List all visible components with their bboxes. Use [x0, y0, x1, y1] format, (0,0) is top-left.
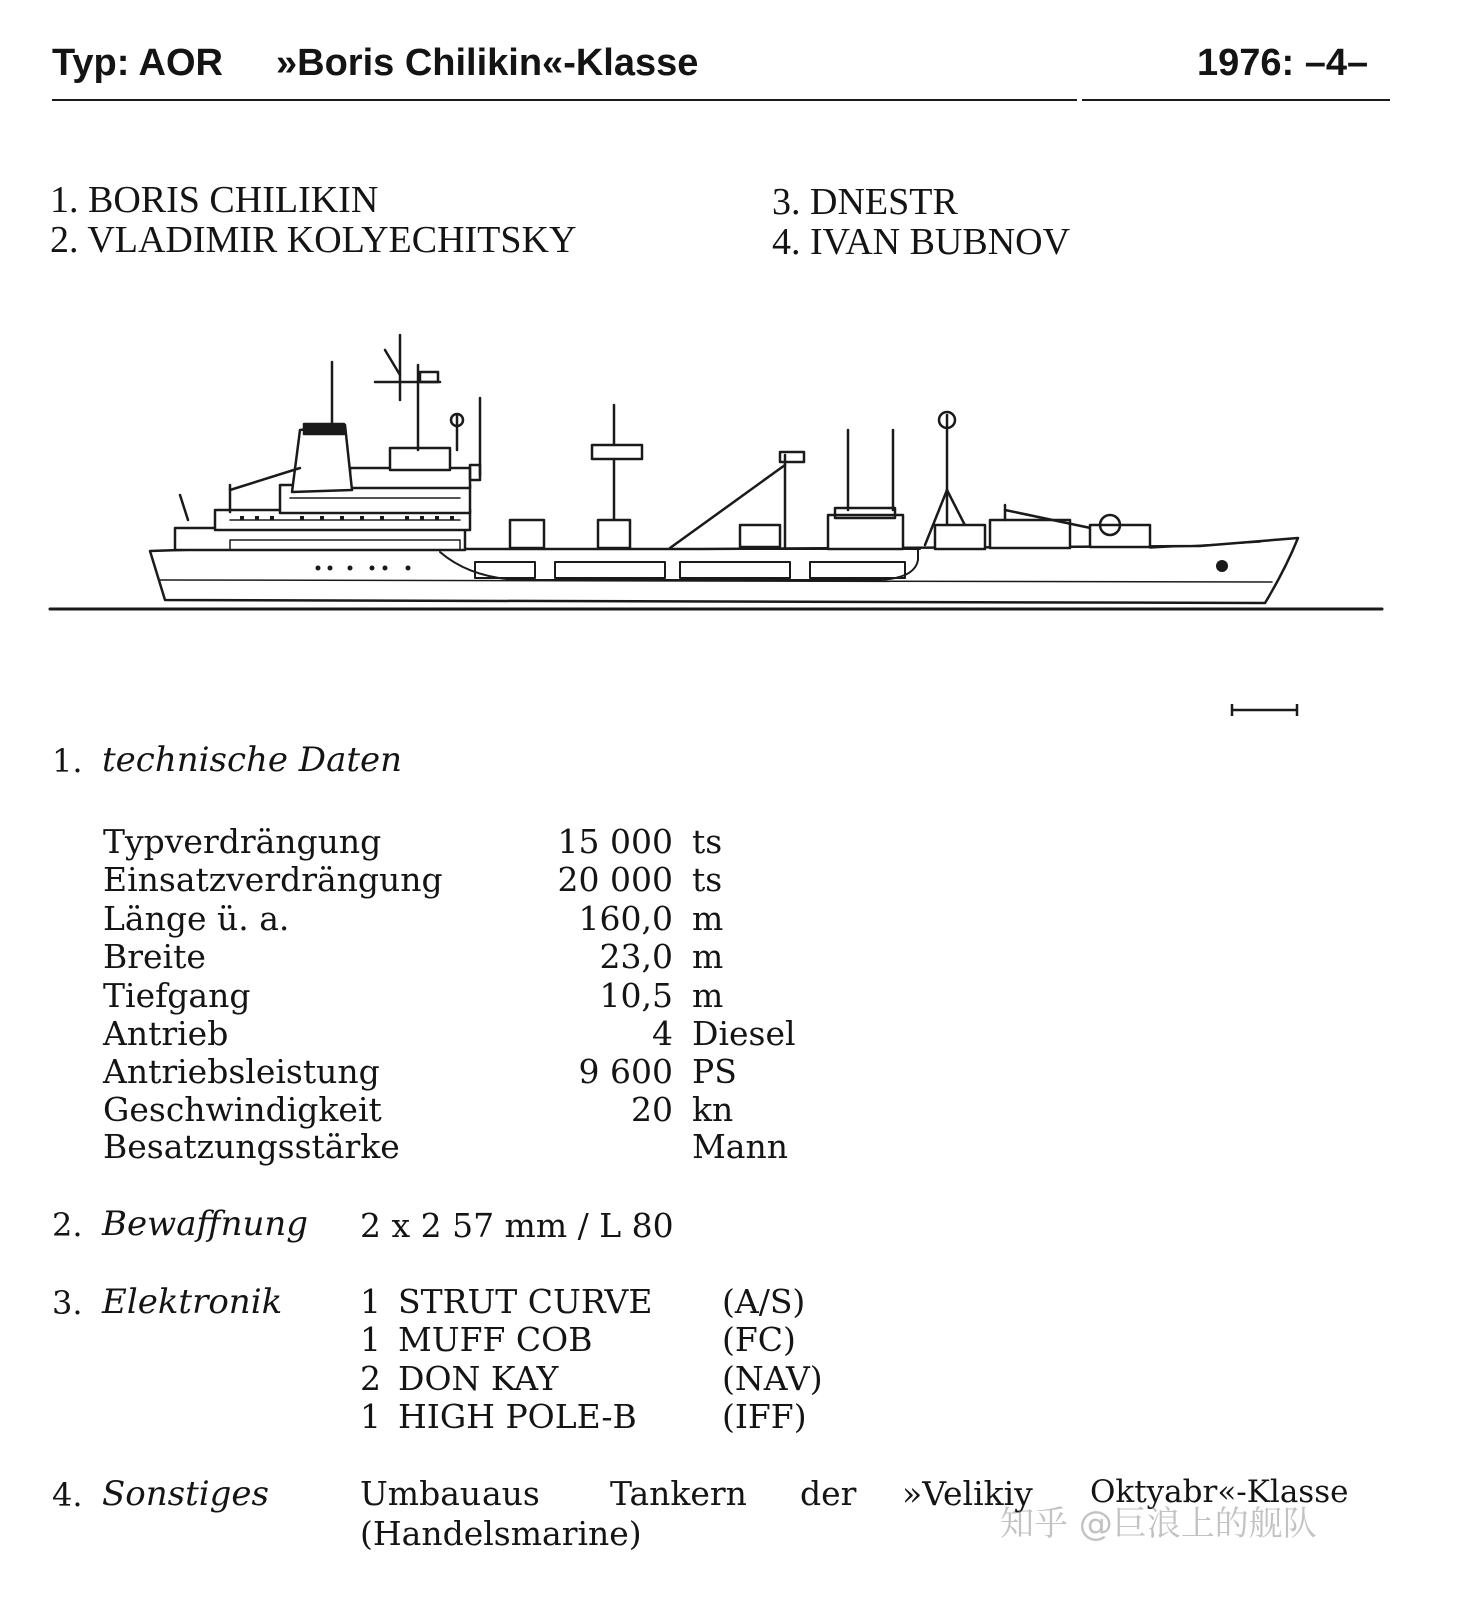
tech-unit: kn [692, 1090, 734, 1129]
tech-unit: Mann [692, 1127, 788, 1166]
tech-row [103, 860, 673, 900]
tech-unit: m [692, 937, 724, 976]
sensor-name: STRUT CURVE [398, 1282, 653, 1321]
tech-value: 20 [631, 1090, 673, 1129]
tech-label: Antriebsleistung [103, 1052, 380, 1091]
sensor-name: HIGH POLE-B [398, 1397, 637, 1436]
misc-word: Tankern [610, 1474, 747, 1513]
tech-value: 9 600 [578, 1052, 673, 1091]
tech-unit: m [692, 976, 724, 1015]
misc-line-2: (Handelsmarine) [360, 1514, 642, 1553]
electronics-row [360, 1359, 840, 1399]
sensor-role: (IFF) [722, 1397, 807, 1436]
ship-name-2: 2. VLADIMIR KOLYECHITSKY [50, 219, 577, 261]
sensor-name: MUFF COB [398, 1320, 593, 1359]
tech-row [103, 1052, 673, 1092]
tech-value: 10,5 [599, 976, 673, 1015]
misc-word: aus [482, 1474, 540, 1513]
tech-value: 15 000 [557, 822, 673, 861]
misc-word: »Velikiy [902, 1474, 1033, 1513]
tech-label: Länge ü. a. [103, 899, 290, 938]
tech-row [103, 822, 673, 862]
tech-label: Geschwindigkeit [103, 1090, 382, 1129]
electronics-row [360, 1282, 840, 1322]
tech-section-title: technische Daten [102, 740, 403, 780]
tech-row [103, 899, 673, 939]
tech-label: Antrieb [103, 1014, 229, 1053]
ship-profile-drawing [0, 320, 1470, 730]
tech-label: Typverdrängung [103, 822, 382, 861]
class-name: »Boris Chilikin«-Klasse [276, 42, 699, 84]
tech-unit: Diesel [692, 1014, 796, 1053]
ship-type: Typ: AOR [52, 42, 223, 84]
tech-row [103, 937, 673, 977]
tech-unit: ts [692, 822, 723, 861]
header-rule-right [1082, 99, 1390, 101]
tech-value: 160,0 [578, 899, 673, 938]
misc-word: der [800, 1474, 857, 1513]
sensor-count: 1 [360, 1282, 381, 1321]
electronics-section-number: 3. [52, 1284, 83, 1322]
electronics-row [360, 1320, 840, 1360]
header-rule-left [52, 99, 1077, 101]
ship-name-4: 4. IVAN BUBNOV [772, 221, 1071, 263]
misc-section-title: Sonstiges [102, 1474, 269, 1514]
sensor-role: (A/S) [722, 1282, 806, 1321]
tech-label: Breite [103, 937, 206, 976]
tech-row [103, 1090, 673, 1130]
tech-value: 20 000 [557, 860, 673, 899]
sensor-count: 2 [360, 1359, 381, 1398]
electronics-row [360, 1397, 840, 1437]
sensor-count: 1 [360, 1320, 381, 1359]
sensor-role: (FC) [722, 1320, 796, 1359]
electronics-section-title: Elektronik [102, 1282, 283, 1322]
ship-name-1: 1. BORIS CHILIKIN [50, 179, 379, 221]
tech-row [103, 1127, 673, 1167]
armament-text: 2 x 2 57 mm / L 80 [360, 1206, 674, 1245]
tech-row [103, 1014, 673, 1054]
tech-value: 23,0 [599, 937, 673, 976]
tech-value: 4 [652, 1014, 673, 1053]
watermark: 知乎 @巨浪上的舰队 [1000, 1504, 1317, 1544]
tech-unit: m [692, 899, 724, 938]
year-count: 1976: –4– [1197, 42, 1369, 84]
armament-section-number: 2. [52, 1206, 83, 1244]
misc-section-number: 4. [52, 1476, 83, 1514]
ship-name-3: 3. DNESTR [772, 181, 958, 223]
sensor-name: DON KAY [398, 1359, 559, 1398]
armament-section-title: Bewaffnung [102, 1204, 309, 1244]
tech-unit: PS [692, 1052, 737, 1091]
misc-word: Oktyabr«-Klasse [1090, 1474, 1349, 1510]
tech-label: Besatzungsstärke [103, 1127, 400, 1166]
tech-unit: ts [692, 860, 723, 899]
sensor-role: (NAV) [722, 1359, 823, 1398]
tech-label: Einsatzverdrängung [103, 860, 443, 899]
tech-row [103, 976, 673, 1016]
tech-label: Tiefgang [103, 976, 251, 1015]
misc-word: Umbau [360, 1474, 482, 1513]
sensor-count: 1 [360, 1397, 381, 1436]
tech-section-number: 1. [52, 742, 83, 780]
